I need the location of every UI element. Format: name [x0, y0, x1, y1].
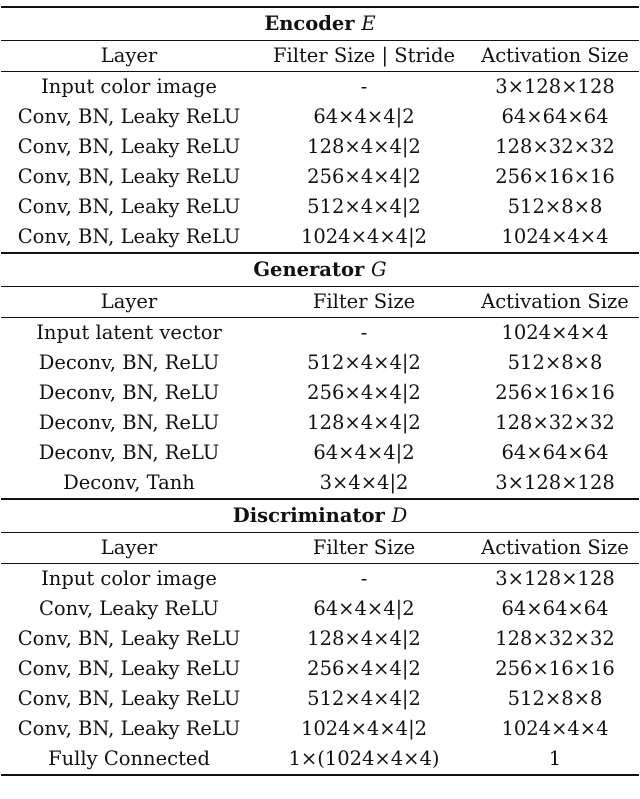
table-row [1, 408, 639, 438]
section-name: Discriminator [232, 504, 385, 527]
layer-cell: Input latent vector [36, 321, 222, 344]
filter-size-cell: 128×4×4|2 [307, 627, 421, 650]
table-row [1, 714, 639, 744]
column-header: Filter Size | Stride [257, 41, 471, 72]
table-row [1, 564, 639, 595]
table-row [1, 594, 639, 624]
section-name: Generator [253, 258, 365, 281]
table-row [1, 162, 639, 192]
section-title-row [1, 7, 639, 41]
section-title [1, 7, 639, 41]
section-title-row [1, 253, 639, 287]
filter-size-cell: 64×4×4|2 [313, 105, 415, 128]
table-row [1, 744, 639, 775]
filter-size-cell: 64×4×4|2 [313, 597, 415, 620]
layer-cell: Conv, BN, Leaky ReLU [17, 165, 241, 188]
table-row [1, 438, 639, 468]
layer-cell: Conv, BN, Leaky ReLU [1, 222, 257, 253]
filter-size-cell: 1024×4×4|2 [257, 222, 471, 253]
column-header: Activation Size [471, 287, 639, 318]
filter-size-cell: 512×4×4|2 [307, 687, 421, 710]
column-header: Filter Size [257, 287, 471, 318]
filter-size-cell: 1024×4×4|2 [300, 717, 428, 740]
layer-cell: Conv, BN, Leaky ReLU [17, 657, 241, 680]
column-header: Activation Size [471, 41, 639, 72]
activation-size-cell: 512×8×8 [507, 687, 603, 710]
activation-size-cell: 1024×4×4 [471, 222, 639, 253]
column-header: Layer [1, 533, 257, 564]
table-row [1, 102, 639, 132]
activation-size-cell: 128×32×32 [495, 135, 615, 158]
layer-cell: Deconv, BN, ReLU [38, 411, 220, 434]
activation-size-cell: 3×128×128 [471, 468, 639, 499]
layer-cell: Deconv, BN, ReLU [38, 351, 220, 374]
section-title-row [1, 499, 639, 533]
filter-size-cell: 256×4×4|2 [307, 657, 421, 680]
activation-size-cell: 256×16×16 [495, 381, 615, 404]
layer-cell: Deconv, BN, ReLU [38, 381, 220, 404]
filter-size-cell: 512×4×4|2 [307, 195, 421, 218]
layer-cell: Conv, BN, Leaky ReLU [17, 195, 241, 218]
activation-size-cell: 256×16×16 [495, 165, 615, 188]
architecture-table [1, 6, 639, 776]
table-row [1, 192, 639, 222]
filter-size-cell: - [360, 567, 368, 590]
activation-size-cell: 256×16×16 [495, 657, 615, 680]
filter-size-cell: - [360, 75, 368, 98]
table-row [1, 468, 639, 499]
layer-cell: Conv, BN, Leaky ReLU [17, 687, 241, 710]
filter-size-cell: 1×(1024×4×4) [257, 744, 471, 775]
table-row [1, 72, 639, 103]
filter-size-cell: 512×4×4|2 [307, 351, 421, 374]
layer-cell: Conv, Leaky ReLU [38, 597, 219, 620]
activation-size-cell: 1024×4×4 [501, 717, 609, 740]
column-header: Activation Size [471, 533, 639, 564]
layer-cell: Conv, BN, Leaky ReLU [17, 135, 241, 158]
activation-size-cell: 512×8×8 [507, 351, 603, 374]
layer-cell: Input color image [41, 567, 217, 590]
activation-size-cell: 64×64×64 [501, 441, 609, 464]
table-row [1, 378, 639, 408]
filter-size-cell: - [360, 321, 368, 344]
section-symbol: D [391, 504, 408, 527]
section-title [1, 253, 639, 287]
layer-cell: Deconv, Tanh [1, 468, 257, 499]
table-row [1, 318, 639, 349]
layer-cell: Deconv, BN, ReLU [38, 441, 220, 464]
section-name: Encoder [264, 12, 355, 35]
layer-cell: Fully Connected [1, 744, 257, 775]
column-header: Filter Size [257, 533, 471, 564]
column-header: Layer [1, 287, 257, 318]
table-row [1, 624, 639, 654]
activation-size-cell: 512×8×8 [507, 195, 603, 218]
activation-size-cell: 3×128×128 [495, 75, 615, 98]
table-row [1, 684, 639, 714]
activation-size-cell: 64×64×64 [501, 597, 609, 620]
column-header-row [1, 533, 639, 564]
table-row [1, 132, 639, 162]
table-row [1, 222, 639, 253]
layer-cell: Input color image [41, 75, 217, 98]
column-header: Layer [1, 41, 257, 72]
layer-cell: Conv, BN, Leaky ReLU [17, 627, 241, 650]
layer-cell: Conv, BN, Leaky ReLU [17, 717, 241, 740]
column-header-row [1, 287, 639, 318]
filter-size-cell: 3×4×4|2 [257, 468, 471, 499]
section-symbol: E [361, 12, 376, 35]
activation-size-cell: 128×32×32 [495, 411, 615, 434]
filter-size-cell: 64×4×4|2 [313, 441, 415, 464]
activation-size-cell: 3×128×128 [495, 567, 615, 590]
filter-size-cell: 256×4×4|2 [307, 381, 421, 404]
table-row [1, 348, 639, 378]
section-symbol: G [371, 258, 387, 281]
section-title [1, 499, 639, 533]
activation-size-cell: 1024×4×4 [501, 321, 609, 344]
activation-size-cell: 1 [471, 744, 639, 775]
table-row [1, 654, 639, 684]
column-header-row [1, 41, 639, 72]
filter-size-cell: 128×4×4|2 [307, 135, 421, 158]
filter-size-cell: 256×4×4|2 [307, 165, 421, 188]
layer-cell: Conv, BN, Leaky ReLU [17, 105, 241, 128]
activation-size-cell: 64×64×64 [501, 105, 609, 128]
activation-size-cell: 128×32×32 [495, 627, 615, 650]
filter-size-cell: 128×4×4|2 [307, 411, 421, 434]
